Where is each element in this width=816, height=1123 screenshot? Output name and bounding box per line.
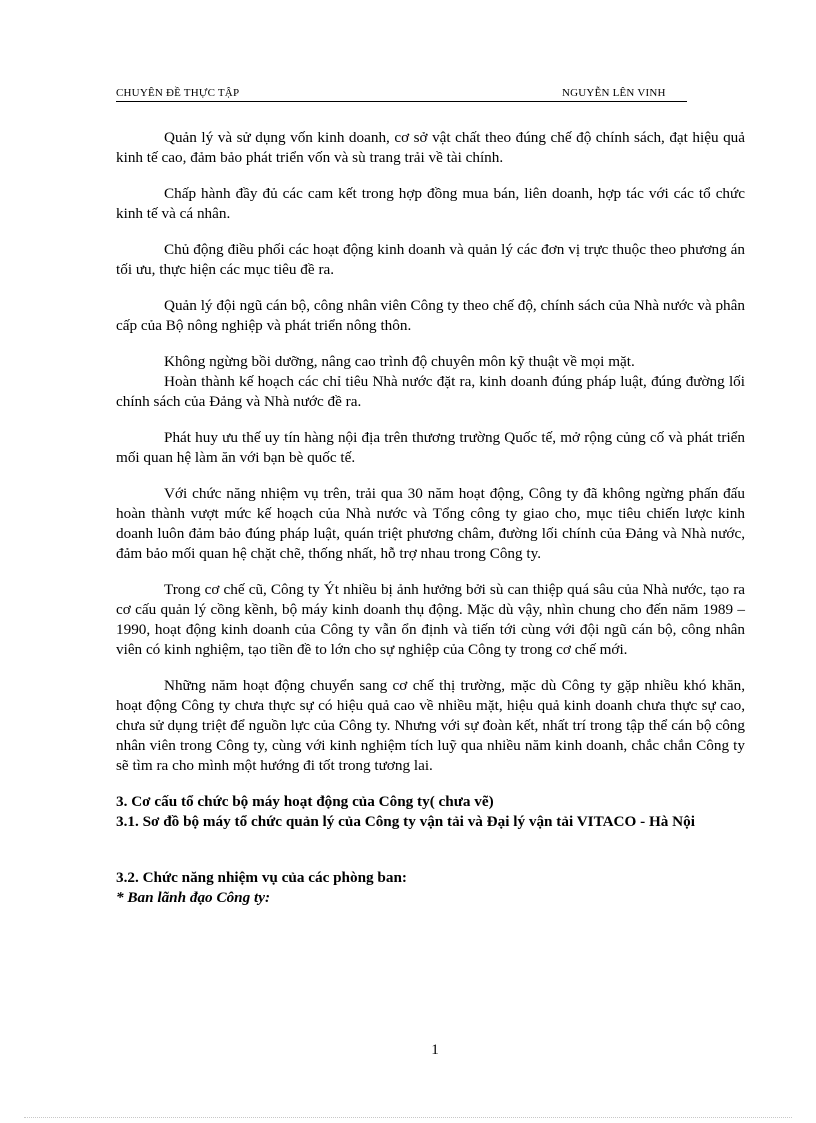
paragraph: Không ngừng bồi dưỡng, nâng cao trình độ chuyên môn kỹ thuật về mọi mặt. [164, 353, 635, 370]
header-author: NGUYỄN LÊN VINH [562, 87, 666, 99]
paragraph: Những năm hoạt động chuyển sang cơ chế thị trường, mặc dù Công ty gặp nhiều khó khăn, hoạt động Công ty chưa thực sự có hiệu quả cao về nhiều mặt, hiệu quả kinh doanh chưa thực sự cao, chưa sử dụng triệt để nguồn lực của Công ty. Nhưng với sự đoàn kết, nhất trí trong tập thể cán bộ công nhân viên trong Công ty, cùng với kinh nghiệm tích luỹ qua nhiều năm kinh doanh, chắc chắn Công ty sẽ tìm ra cho mình một hướng đi tốt trong tương lai. [116, 677, 745, 774]
paragraph: Chấp hành đầy đủ các cam kết trong hợp đồng mua bán, liên doanh, hợp tác với các tổ chức kinh tế và cá nhân. [116, 185, 745, 222]
paragraph: Với chức năng nhiệm vụ trên, trải qua 30 năm hoạt động, Công ty đã không ngừng phấn đấu hoàn thành vượt mức kế hoạch của Nhà nước và Tổng công ty giao cho, mục tiêu chiến lược kinh doanh luôn đảm bảo đúng pháp luật, quán triệt phương châm, đường lối chính của Đảng và Nhà nước, đảm bảo mối quan hệ chặt chẽ, thống nhất, hỗ trợ nhau trong Công ty. [116, 485, 745, 562]
page-number: 1 [431, 1042, 439, 1058]
paragraph: Quản lý và sử dụng vốn kinh doanh, cơ sở vật chất theo đúng chế độ chính sách, đạt hiệu quả kinh tế cao, đảm bảo phát triển vốn và sù trang trải về tài chính. [116, 129, 745, 166]
page-header [116, 87, 687, 102]
subsection-heading: 3.1. Sơ đồ bộ máy tổ chức quản lý của Công ty vận tải và Đại lý vận tải VITACO - Hà Nội [116, 813, 695, 830]
paragraph: Trong cơ chế cũ, Công ty Ýt nhiều bị ảnh hưởng bởi sù can thiệp quá sâu của Nhà nước, tạo ra cơ cấu quản lý cồng kềnh, bộ máy kinh doanh thụ động. Mặc dù vậy, nhìn chung cho đến năm 1989 – 1990, hoạt động kinh doanh của Công ty vẫn ổn định và tiến tới cùng với đội ngũ cán bộ, công nhân viên có kinh nghiệm, tạo tiền đề to lớn cho sự nghiệp của Công ty trong cơ chế mới. [116, 581, 745, 658]
page-bottom-divider [24, 1117, 792, 1118]
paragraph: Quản lý đội ngũ cán bộ, công nhân viên Công ty theo chế độ, chính sách của Nhà nước và phân cấp của Bộ nông nghiệp và phát triển nông thôn. [116, 297, 745, 334]
sub-heading: * Ban lãnh đạo Công ty: [116, 889, 271, 906]
paragraph: Phát huy ưu thế uy tín hàng nội địa trên thương trường Quốc tế, mở rộng củng cố và phát triển mối quan hệ làm ăn với bạn bè quốc tế. [116, 429, 745, 466]
paragraph: Hoàn thành kế hoạch các chỉ tiêu Nhà nước đặt ra, kinh doanh đúng pháp luật, đúng đường lối chính sách của Đảng và Nhà nước đề ra. [116, 373, 745, 410]
subsection-heading: 3.2. Chức năng nhiệm vụ của các phòng ban: [116, 869, 407, 886]
header-title: CHUYÊN ĐỀ THỰC TẬP [116, 87, 240, 99]
paragraph: Chủ động điều phối các hoạt động kinh doanh và quản lý các đơn vị trực thuộc theo phương án tối ưu, thực hiện các mục tiêu đề ra. [116, 241, 745, 278]
section-heading: 3. Cơ cấu tổ chức bộ máy hoạt động của Công ty( chưa vẽ) [116, 793, 494, 810]
document-body [116, 128, 745, 908]
